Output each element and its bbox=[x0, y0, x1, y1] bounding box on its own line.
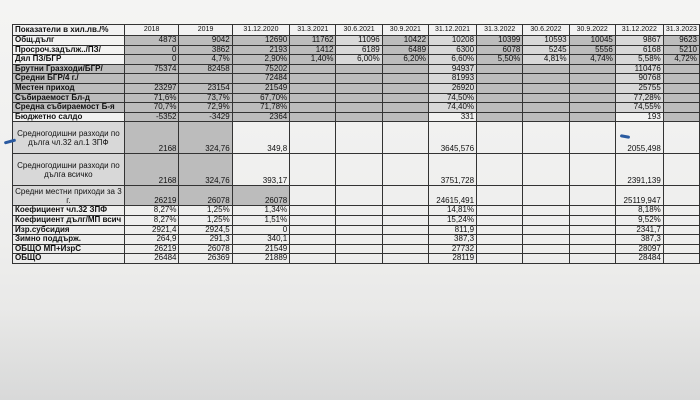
table-cell: 3751,728 bbox=[429, 154, 477, 186]
table-cell: -3429 bbox=[179, 112, 232, 122]
row-label: Средногодишни разходи по дълга чл.32 ал.1 ЗПФ bbox=[13, 122, 125, 154]
table-cell bbox=[523, 215, 569, 225]
table-cell bbox=[477, 64, 523, 74]
table-row bbox=[13, 235, 700, 245]
table-cell: 6168 bbox=[615, 45, 663, 55]
table-cell bbox=[290, 154, 336, 186]
table-cell bbox=[663, 244, 699, 254]
table-cell bbox=[569, 93, 615, 103]
row-label: Коефициент чл.32 ЗПФ bbox=[13, 206, 125, 216]
table-cell: 23297 bbox=[124, 83, 179, 93]
table-cell bbox=[523, 206, 569, 216]
table-cell bbox=[523, 225, 569, 235]
table-cell bbox=[523, 93, 569, 103]
row-label: Изр.субсидия bbox=[13, 225, 125, 235]
table-row bbox=[13, 74, 700, 84]
row-label: Средни местни приходи за 3 г. bbox=[13, 186, 125, 206]
table-cell bbox=[569, 186, 615, 206]
table-cell bbox=[290, 215, 336, 225]
table-cell: 4,74% bbox=[569, 55, 615, 65]
table-cell bbox=[290, 235, 336, 245]
table-cell bbox=[477, 225, 523, 235]
table-cell bbox=[290, 74, 336, 84]
table-cell bbox=[290, 103, 336, 113]
table-cell: 6489 bbox=[382, 45, 428, 55]
row-label: Бюджетно салдо bbox=[13, 112, 125, 122]
table-cell bbox=[477, 122, 523, 154]
table-cell bbox=[290, 112, 336, 122]
column-header: 2019 bbox=[179, 25, 232, 36]
table-cell: 9623 bbox=[663, 36, 699, 46]
table-cell: 5210 bbox=[663, 45, 699, 55]
table-cell bbox=[382, 74, 428, 84]
table-cell: 0 bbox=[232, 225, 290, 235]
table-cell: 74,40% bbox=[429, 103, 477, 113]
column-header: 31.12.2020 bbox=[232, 25, 290, 36]
table-cell bbox=[336, 122, 382, 154]
table-cell bbox=[336, 254, 382, 264]
table-cell: 26369 bbox=[179, 254, 232, 264]
row-label: ОБЩО МП+ИзрС bbox=[13, 244, 125, 254]
table-cell: 8,18% bbox=[615, 206, 663, 216]
table-cell: 72484 bbox=[232, 74, 290, 84]
table-cell bbox=[523, 112, 569, 122]
table-cell bbox=[477, 154, 523, 186]
table-cell bbox=[663, 186, 699, 206]
table-cell bbox=[382, 215, 428, 225]
table-cell: 4,7% bbox=[179, 55, 232, 65]
table-cell bbox=[477, 186, 523, 206]
table-cell bbox=[569, 225, 615, 235]
table-cell: 24615,491 bbox=[429, 186, 477, 206]
table-cell: 71,6% bbox=[124, 93, 179, 103]
table-cell: 4,81% bbox=[523, 55, 569, 65]
table-cell bbox=[523, 244, 569, 254]
table-cell: 12690 bbox=[232, 36, 290, 46]
table-cell bbox=[477, 206, 523, 216]
table-cell: 3645,576 bbox=[429, 122, 477, 154]
table-cell bbox=[569, 254, 615, 264]
table-cell: 28119 bbox=[429, 254, 477, 264]
table-cell: 387,3 bbox=[615, 235, 663, 245]
row-label: ОБЩО bbox=[13, 254, 125, 264]
table-cell: 2,90% bbox=[232, 55, 290, 65]
table-cell bbox=[663, 64, 699, 74]
table-cell bbox=[290, 93, 336, 103]
table-header-row bbox=[13, 25, 700, 36]
table-row bbox=[13, 36, 700, 46]
table-cell: 21889 bbox=[232, 254, 290, 264]
row-label: Зимно поддърж. bbox=[13, 235, 125, 245]
column-header: 30.6.2021 bbox=[336, 25, 382, 36]
table-cell: 26219 bbox=[124, 186, 179, 206]
table-cell: 74,55% bbox=[615, 103, 663, 113]
table-cell: 3862 bbox=[179, 45, 232, 55]
table-cell bbox=[523, 254, 569, 264]
table-cell bbox=[663, 112, 699, 122]
table-cell bbox=[382, 206, 428, 216]
table-cell bbox=[179, 74, 232, 84]
table-cell: 10399 bbox=[477, 36, 523, 46]
table-cell bbox=[523, 103, 569, 113]
table-cell bbox=[569, 154, 615, 186]
table-cell bbox=[336, 64, 382, 74]
table-cell bbox=[663, 83, 699, 93]
table-row bbox=[13, 254, 700, 264]
table-cell: 2168 bbox=[124, 122, 179, 154]
table-row bbox=[13, 45, 700, 55]
table-cell bbox=[477, 103, 523, 113]
table-row bbox=[13, 154, 700, 186]
table-cell bbox=[569, 122, 615, 154]
table-cell: 26219 bbox=[124, 244, 179, 254]
table-cell bbox=[569, 215, 615, 225]
table-cell: 1,25% bbox=[179, 206, 232, 216]
table-cell bbox=[477, 235, 523, 245]
table-cell: 0 bbox=[124, 45, 179, 55]
table-cell bbox=[382, 154, 428, 186]
table-cell: 74,50% bbox=[429, 93, 477, 103]
table-cell bbox=[523, 235, 569, 245]
table-cell: 193 bbox=[615, 112, 663, 122]
table-cell: 94937 bbox=[429, 64, 477, 74]
table-cell bbox=[336, 244, 382, 254]
table-cell: 4873 bbox=[124, 36, 179, 46]
table-cell: 6,60% bbox=[429, 55, 477, 65]
table-cell: 2055,498 bbox=[615, 122, 663, 154]
table-cell bbox=[663, 235, 699, 245]
table-cell: 8,27% bbox=[124, 206, 179, 216]
table-cell: 1,40% bbox=[290, 55, 336, 65]
table-cell bbox=[336, 154, 382, 186]
table-cell bbox=[382, 93, 428, 103]
table-cell: 110476 bbox=[615, 64, 663, 74]
column-header: 31.12.2021 bbox=[429, 25, 477, 36]
table-cell bbox=[523, 83, 569, 93]
table-cell: 15,24% bbox=[429, 215, 477, 225]
table-cell bbox=[663, 122, 699, 154]
table-cell: 2391,139 bbox=[615, 154, 663, 186]
table-cell: 90768 bbox=[615, 74, 663, 84]
table-cell: 349,8 bbox=[232, 122, 290, 154]
table-cell: 291,3 bbox=[179, 235, 232, 245]
table-cell: 6300 bbox=[429, 45, 477, 55]
row-label: Дял ПЗ/БГР bbox=[13, 55, 125, 65]
row-label: Средни БГР/4 г./ bbox=[13, 74, 125, 84]
row-label: Брутни Гразходи/БГР/ bbox=[13, 64, 125, 74]
table-cell bbox=[523, 64, 569, 74]
table-cell bbox=[663, 206, 699, 216]
table-cell: 8,27% bbox=[124, 215, 179, 225]
table-cell bbox=[382, 122, 428, 154]
debt-indicators-table bbox=[12, 24, 700, 264]
table-cell bbox=[569, 244, 615, 254]
table-cell bbox=[569, 83, 615, 93]
table-row bbox=[13, 64, 700, 74]
table-cell: 70,7% bbox=[124, 103, 179, 113]
table-cell: 75374 bbox=[124, 64, 179, 74]
table-cell: 26078 bbox=[179, 186, 232, 206]
table-cell: 2924,5 bbox=[179, 225, 232, 235]
table-cell: 6,20% bbox=[382, 55, 428, 65]
row-label: Общ.дълг bbox=[13, 36, 125, 46]
table-cell: 77,28% bbox=[615, 93, 663, 103]
table-cell bbox=[290, 64, 336, 74]
table-row bbox=[13, 93, 700, 103]
table-row bbox=[13, 55, 700, 65]
table-cell: 10422 bbox=[382, 36, 428, 46]
table-cell bbox=[382, 235, 428, 245]
table-cell bbox=[336, 74, 382, 84]
table-cell: 2921,4 bbox=[124, 225, 179, 235]
table-cell bbox=[382, 254, 428, 264]
table-cell: 1,51% bbox=[232, 215, 290, 225]
table-cell: 9,52% bbox=[615, 215, 663, 225]
table-cell bbox=[336, 206, 382, 216]
table-cell bbox=[290, 225, 336, 235]
table-cell: 2193 bbox=[232, 45, 290, 55]
table-cell: 81993 bbox=[429, 74, 477, 84]
table-cell: 1,25% bbox=[179, 215, 232, 225]
table-cell bbox=[336, 186, 382, 206]
column-header: 31.12.2022 bbox=[615, 25, 663, 36]
column-header: 31.3.2022 bbox=[477, 25, 523, 36]
table-cell bbox=[663, 225, 699, 235]
table-cell: 26078 bbox=[179, 244, 232, 254]
table-cell: 2364 bbox=[232, 112, 290, 122]
table-row bbox=[13, 244, 700, 254]
table-cell: 28097 bbox=[615, 244, 663, 254]
table-cell: 26078 bbox=[232, 186, 290, 206]
table-cell: 27732 bbox=[429, 244, 477, 254]
table-cell bbox=[382, 112, 428, 122]
table-cell: 6078 bbox=[477, 45, 523, 55]
table-cell bbox=[663, 154, 699, 186]
table-cell: 264,9 bbox=[124, 235, 179, 245]
table-cell: 21549 bbox=[232, 83, 290, 93]
table-cell bbox=[336, 215, 382, 225]
table-cell: 10045 bbox=[569, 36, 615, 46]
table-cell: 28484 bbox=[615, 254, 663, 264]
column-header: 2018 bbox=[124, 25, 179, 36]
table-cell: 6,00% bbox=[336, 55, 382, 65]
table-cell bbox=[124, 74, 179, 84]
table-cell: 67,70% bbox=[232, 93, 290, 103]
table-cell: 811,9 bbox=[429, 225, 477, 235]
table-cell bbox=[336, 83, 382, 93]
table-cell: 2341,7 bbox=[615, 225, 663, 235]
table-cell: 340,1 bbox=[232, 235, 290, 245]
table-cell: 387,3 bbox=[429, 235, 477, 245]
table-cell bbox=[663, 93, 699, 103]
table-row bbox=[13, 122, 700, 154]
table-cell bbox=[290, 186, 336, 206]
table-cell: 5556 bbox=[569, 45, 615, 55]
table-row bbox=[13, 186, 700, 206]
table-cell bbox=[523, 122, 569, 154]
table-cell bbox=[663, 254, 699, 264]
table-row bbox=[13, 225, 700, 235]
table-cell bbox=[569, 74, 615, 84]
table-row bbox=[13, 83, 700, 93]
table-cell bbox=[382, 186, 428, 206]
table-row bbox=[13, 215, 700, 225]
table-cell: 5,50% bbox=[477, 55, 523, 65]
table-cell: 9042 bbox=[179, 36, 232, 46]
table-cell: 26484 bbox=[124, 254, 179, 264]
table-cell: 25755 bbox=[615, 83, 663, 93]
table-cell: 10593 bbox=[523, 36, 569, 46]
row-label: Събираемост Бл-д bbox=[13, 93, 125, 103]
table-cell: 4,72% bbox=[663, 55, 699, 65]
table-cell bbox=[336, 103, 382, 113]
table-cell bbox=[523, 154, 569, 186]
table-cell bbox=[382, 64, 428, 74]
table-cell bbox=[336, 93, 382, 103]
table-cell bbox=[477, 254, 523, 264]
row-label: Местен приход bbox=[13, 83, 125, 93]
row-label: Коефициент дълг/МП всич bbox=[13, 215, 125, 225]
table-cell bbox=[477, 83, 523, 93]
table-cell: 14,81% bbox=[429, 206, 477, 216]
table-cell bbox=[477, 215, 523, 225]
header-label: Показатели в хил.лв./% bbox=[13, 25, 125, 36]
table-cell: 71,78% bbox=[232, 103, 290, 113]
table-cell: 5245 bbox=[523, 45, 569, 55]
table-cell: 72,9% bbox=[179, 103, 232, 113]
table-cell bbox=[477, 244, 523, 254]
table-cell: -5352 bbox=[124, 112, 179, 122]
table-cell: 10208 bbox=[429, 36, 477, 46]
table-cell bbox=[663, 74, 699, 84]
table-cell: 324,76 bbox=[179, 154, 232, 186]
table-cell: 1,34% bbox=[232, 206, 290, 216]
table-cell: 0 bbox=[124, 55, 179, 65]
table-cell bbox=[336, 112, 382, 122]
table-cell: 9867 bbox=[615, 36, 663, 46]
table-cell bbox=[523, 186, 569, 206]
column-header: 30.6.2022 bbox=[523, 25, 569, 36]
table-cell bbox=[477, 93, 523, 103]
column-header: 30.9.2022 bbox=[569, 25, 615, 36]
table-cell: 393,17 bbox=[232, 154, 290, 186]
table-cell bbox=[382, 83, 428, 93]
table-cell bbox=[569, 206, 615, 216]
table-cell: 23154 bbox=[179, 83, 232, 93]
table-cell: 82458 bbox=[179, 64, 232, 74]
table-cell bbox=[569, 112, 615, 122]
table-cell bbox=[290, 206, 336, 216]
table-row bbox=[13, 112, 700, 122]
table-cell bbox=[382, 244, 428, 254]
table-row bbox=[13, 103, 700, 113]
table-cell bbox=[477, 74, 523, 84]
table-cell: 73,7% bbox=[179, 93, 232, 103]
table-cell: 21549 bbox=[232, 244, 290, 254]
table-cell bbox=[290, 122, 336, 154]
table-cell bbox=[523, 74, 569, 84]
table-cell: 6189 bbox=[336, 45, 382, 55]
table-cell bbox=[569, 64, 615, 74]
table-cell: 2168 bbox=[124, 154, 179, 186]
column-header: 30.9.2021 bbox=[382, 25, 428, 36]
table-cell: 1412 bbox=[290, 45, 336, 55]
table-cell: 11762 bbox=[290, 36, 336, 46]
table-cell bbox=[290, 254, 336, 264]
table-cell bbox=[290, 83, 336, 93]
table-cell bbox=[477, 112, 523, 122]
column-header: 31.3.2021 bbox=[290, 25, 336, 36]
table-cell: 75202 bbox=[232, 64, 290, 74]
row-label: Средна събираемост Б-я bbox=[13, 103, 125, 113]
table-cell: 331 bbox=[429, 112, 477, 122]
table-cell: 11096 bbox=[336, 36, 382, 46]
table-cell: 25119,947 bbox=[615, 186, 663, 206]
table-cell bbox=[336, 235, 382, 245]
table-cell bbox=[569, 103, 615, 113]
row-label: Средногодишни разходи по дълга всичко bbox=[13, 154, 125, 186]
table-cell bbox=[290, 244, 336, 254]
table-cell bbox=[336, 225, 382, 235]
row-label: Просроч.задълж../ПЗ/ bbox=[13, 45, 125, 55]
table-row bbox=[13, 206, 700, 216]
table-cell bbox=[663, 103, 699, 113]
table-cell bbox=[382, 103, 428, 113]
table-cell bbox=[382, 225, 428, 235]
table-cell: 5,58% bbox=[615, 55, 663, 65]
column-header: 31.3.2023 bbox=[663, 25, 699, 36]
table-cell: 26920 bbox=[429, 83, 477, 93]
table-cell bbox=[569, 235, 615, 245]
table-cell: 324,76 bbox=[179, 122, 232, 154]
table-cell bbox=[663, 215, 699, 225]
